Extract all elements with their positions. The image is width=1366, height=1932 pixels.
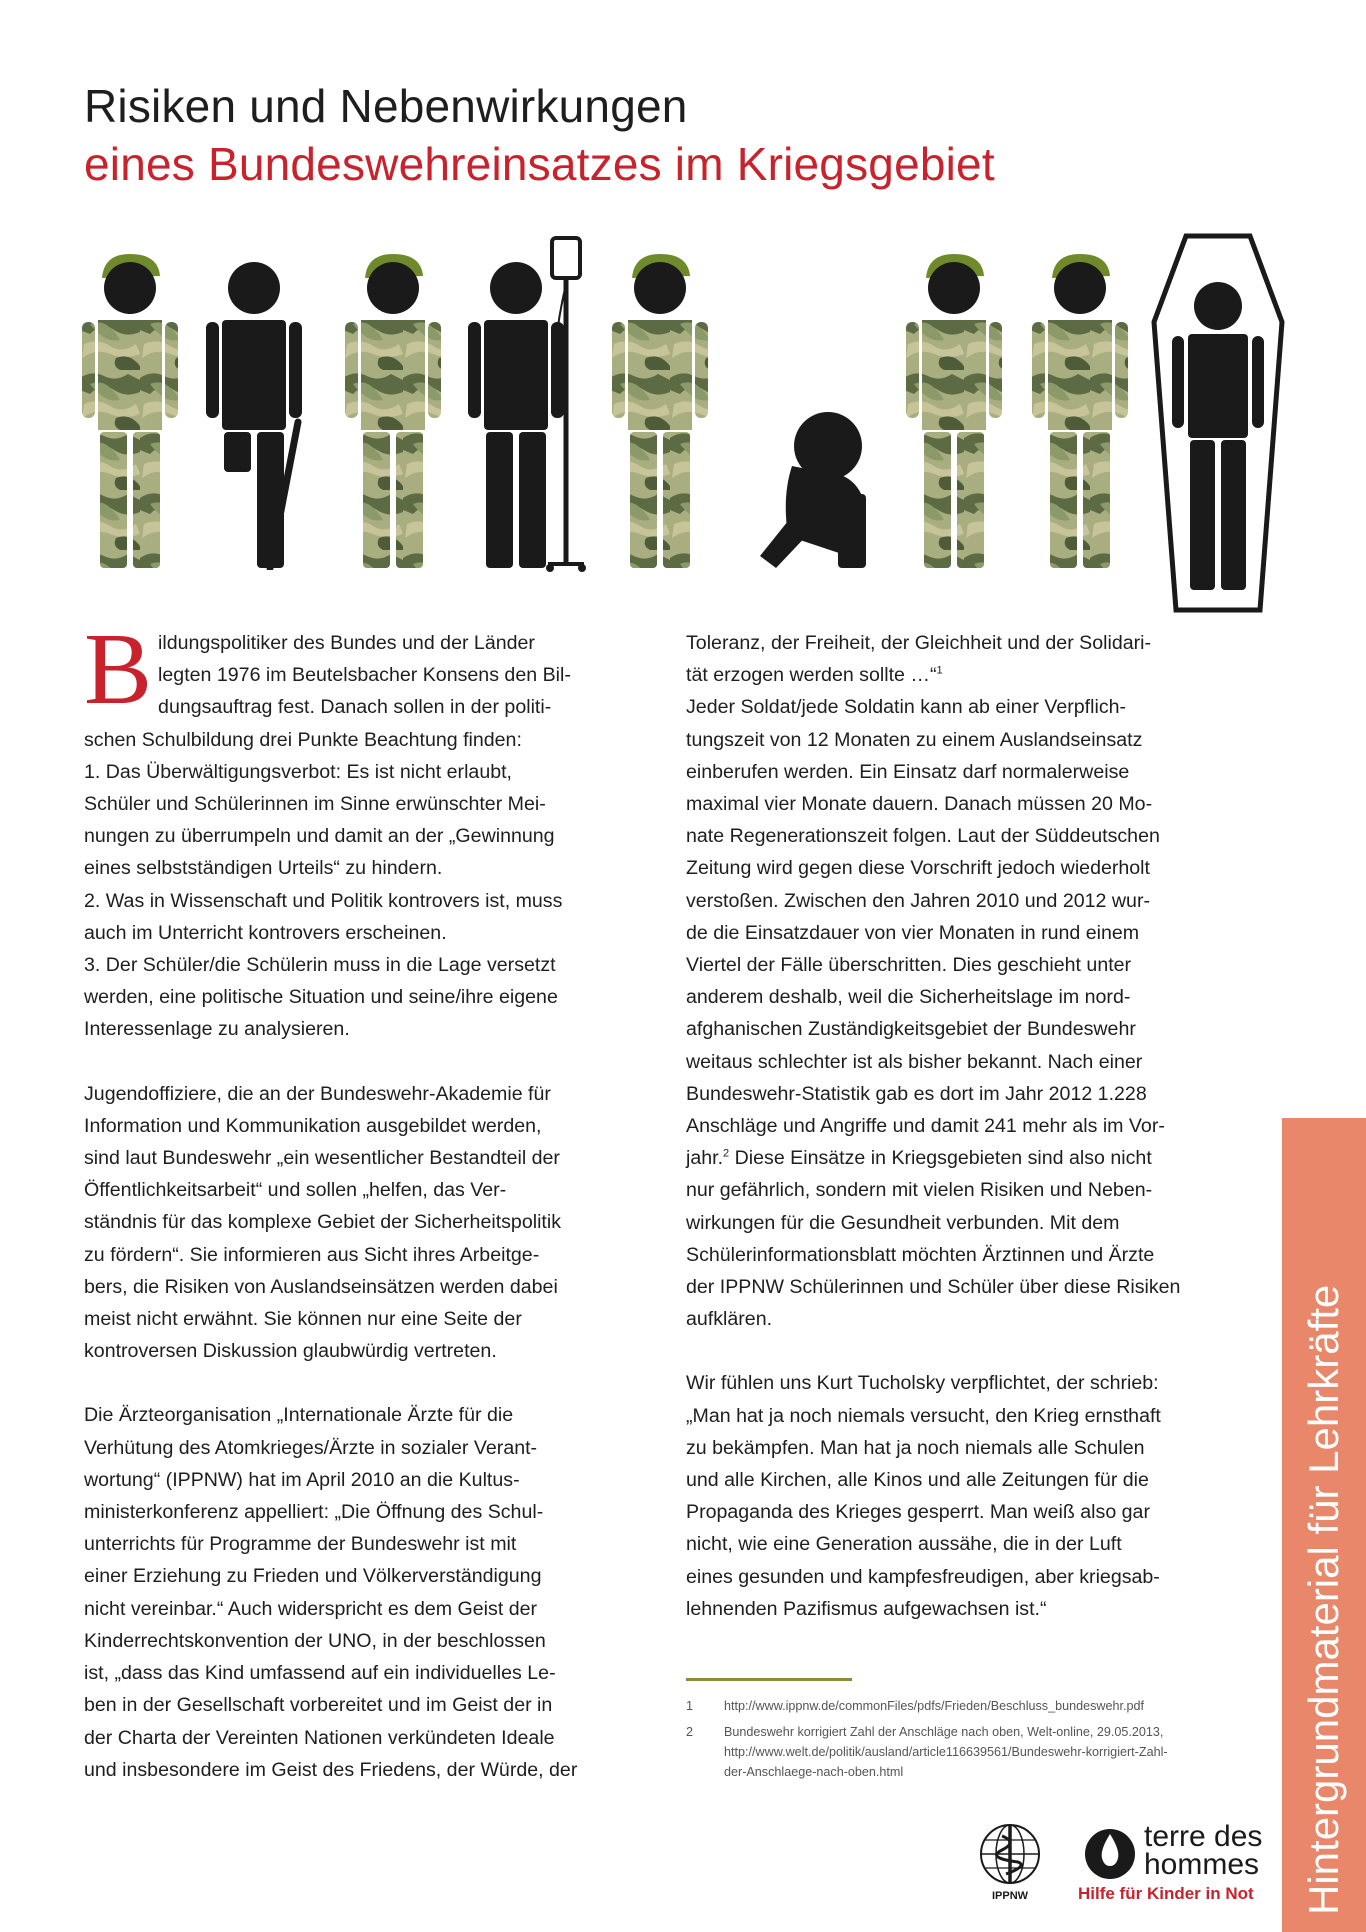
text-line: Schüler und Schülerinnen im Sinne erwünschter Mei- bbox=[84, 793, 546, 816]
text-line: Viertel der Fälle überschritten. Dies geschieht unter bbox=[686, 954, 1132, 977]
tdh-name-line1: terre des bbox=[1144, 1820, 1263, 1853]
text-line: legten 1976 im Beutelsbacher Konsens den Bil- bbox=[158, 664, 571, 687]
text-line: Öffentlichkeitsarbeit“ und sollen „helfen, das Ver- bbox=[84, 1179, 507, 1202]
text-line: nur gefährlich, sondern mit vielen Risiken und Neben- bbox=[686, 1179, 1153, 1202]
text-line: weitaus schlechter ist als bisher bekannt. Nach einer bbox=[686, 1050, 1143, 1073]
text-line: Information und Kommunikation ausgebildet werden, bbox=[84, 1114, 542, 1137]
text-line: maximal vier Monate dauern. Danach müssen 20 Mo- bbox=[686, 793, 1153, 816]
text-line: ständnis für das komplexe Gebiet der Sicherheitspolitik bbox=[84, 1211, 562, 1234]
text-line: nungen zu überrumpeln und damit an der „Gewinnung bbox=[84, 825, 555, 848]
tucholsky-paragraph bbox=[686, 1367, 1286, 1625]
text-line: sind laut Bundeswehr „ein wesentlicher Bestandteil der bbox=[84, 1147, 560, 1170]
sidebar-label: Hintergrundmaterial für Lehrkräfte bbox=[1300, 1284, 1347, 1915]
soldier-camouflage-icon bbox=[80, 250, 180, 570]
text-line: tungszeit von 12 Monaten zu einem Auslandseinsatz bbox=[686, 728, 1143, 751]
text-line: einer Erziehung zu Frieden und Völkerverständigung bbox=[84, 1565, 542, 1588]
text-line: unterrichts für Programme der Bundeswehr ist mit bbox=[84, 1533, 517, 1556]
text-line: lehnenden Pazifismus aufgewachsen ist.“ bbox=[686, 1597, 1047, 1620]
text-line: meist nicht erwähnt. Sie können nur eine Seite der bbox=[84, 1308, 522, 1331]
crouching-person-icon bbox=[752, 406, 892, 572]
text-line: ben in der Gesellschaft vorbereitet und im Geist der in bbox=[84, 1694, 553, 1717]
text-line: nicht, wie eine Generation aussähe, die in der Luft bbox=[686, 1533, 1122, 1556]
soldier-camouflage-icon bbox=[1030, 250, 1130, 570]
footnote-text bbox=[724, 1722, 1168, 1782]
text-segment: Diese Einsätze in Kriegsgebieten sind also nicht bbox=[729, 1147, 1152, 1170]
text-line: eines selbstständigen Urteils“ zu hindern. bbox=[84, 857, 443, 880]
text-line: Bundeswehr-Statistik gab es dort im Jahr 2012 1.228 bbox=[686, 1082, 1147, 1105]
text-line bbox=[686, 1142, 1286, 1174]
text-line: werden, eine politische Situation und seine/ihre eigene bbox=[84, 986, 558, 1009]
ippnw-globe-staff-icon bbox=[978, 1822, 1042, 1888]
text-line: der Charta der Vereinten Nationen verkündeten Ideale bbox=[84, 1726, 555, 1749]
text-line: nicht vereinbar.“ Auch widerspricht es dem Geist der bbox=[84, 1597, 538, 1620]
right-column bbox=[686, 627, 1286, 1625]
text-line: afghanischen Zuständigkeitsgebiet der Bundeswehr bbox=[686, 1018, 1136, 1041]
text-line: Kinderrechtskonvention der UNO, in der beschlossen bbox=[84, 1629, 546, 1652]
text-line: einberufen werden. Ein Einsatz darf normalerweise bbox=[686, 760, 1130, 783]
footnote-ref[interactable]: 2 bbox=[723, 1147, 730, 1160]
ippnw-paragraph bbox=[84, 1399, 664, 1785]
tdh-logo bbox=[1078, 1822, 1278, 1902]
footnote-number: 2 bbox=[686, 1725, 694, 1739]
footnote-link[interactable]: http://www.ippnw.de/commonFiles/pdfs/Frieden/Beschluss_bundeswehr.pdf bbox=[724, 1699, 1145, 1713]
text-line: auch im Unterricht kontrovers erscheinen. bbox=[84, 921, 447, 944]
text-line: Toleranz, der Freiheit, der Gleichheit und der Solidari- bbox=[686, 632, 1152, 654]
text-line: ist, „dass das Kind umfassend auf ein individuelles Le- bbox=[84, 1662, 556, 1685]
tdh-tagline: Hilfe für Kinder in Not bbox=[1078, 1884, 1254, 1903]
text-line: 1. Das Überwältigungsverbot: Es ist nicht erlaubt, bbox=[84, 760, 513, 783]
page-subtitle: eines Bundeswehreinsatzes im Kriegsgebiet bbox=[84, 138, 995, 190]
text-segment: jahr. bbox=[686, 1147, 724, 1170]
soldier-camouflage-icon bbox=[904, 250, 1004, 570]
text-line: wortung“ (IPPNW) hat im April 2010 an die Kultus- bbox=[84, 1468, 520, 1491]
figures-illustration bbox=[0, 220, 1366, 640]
text-line: Zeitung wird gegen diese Vorschrift jedoch wiederholt bbox=[686, 857, 1150, 880]
text-line: „Man hat ja noch niemals versucht, den Krieg ernsthaft bbox=[686, 1404, 1161, 1427]
text-line: dungsauftrag fest. Danach sollen in der politi- bbox=[158, 696, 552, 719]
text-line bbox=[686, 659, 1286, 691]
text-line: aufklären. bbox=[686, 1308, 773, 1331]
text-line: Wir fühlen uns Kurt Tucholsky verpflichtet, der schrieb: bbox=[686, 1372, 1159, 1395]
text-line: Verhütung des Atomkrieges/Ärzte in sozialer Verant- bbox=[84, 1436, 538, 1459]
footnotes bbox=[686, 1696, 1286, 1782]
drop-cap: B bbox=[84, 613, 153, 726]
footnote-number: 1 bbox=[686, 1699, 694, 1713]
soldier-camouflage-icon bbox=[343, 250, 443, 570]
footnote-link[interactable]: http://www.welt.de/politik/ausland/article116639561/Bundeswehr-korrigiert-Zahl- bbox=[724, 1745, 1168, 1759]
patient-with-iv-drip-icon bbox=[466, 234, 596, 574]
text-line: und insbesondere im Geist des Friedens, der Würde, der bbox=[84, 1758, 578, 1781]
text-line: 3. Der Schüler/die Schülerin muss in die Lage versetzt bbox=[84, 954, 556, 977]
text-line: wirkungen für die Gesundheit verbunden. Mit dem bbox=[686, 1211, 1120, 1234]
footnote-line: Bundeswehr korrigiert Zahl der Anschläge nach oben, Welt-online, 29.05.2013, bbox=[724, 1725, 1164, 1739]
auslandseinsatz-paragraph bbox=[686, 691, 1286, 1335]
text-line: nate Regenerationszeit folgen. Laut der Süddeutschen bbox=[686, 825, 1160, 848]
text-line: de die Einsatzdauer von vier Monaten in rund einem bbox=[686, 921, 1140, 944]
text-line: verstoßen. Zwischen den Jahren 2010 und 2012 wur- bbox=[686, 889, 1150, 912]
soldier-camouflage-icon bbox=[610, 250, 710, 570]
footnote-1 bbox=[686, 1696, 1286, 1716]
text-line: kontroversen Diskussion glaubwürdig vertreten. bbox=[84, 1340, 497, 1363]
text-line: ildungspolitiker des Bundes und der Länder bbox=[158, 632, 535, 654]
text-line: schen Schulbildung drei Punkte Beachtung finden: bbox=[84, 728, 522, 751]
text-segment: tät erzogen werden sollte …“ bbox=[686, 664, 937, 687]
footnote-link[interactable]: der-Anschlaege-nach-oben.html bbox=[724, 1765, 904, 1779]
page-title: Risiken und Nebenwirkungen bbox=[84, 80, 688, 132]
footnote-ref[interactable]: 1 bbox=[936, 664, 943, 677]
footnote-2 bbox=[686, 1722, 1286, 1782]
text-line: Die Ärzteorganisation „Internationale Ärzte für die bbox=[84, 1404, 514, 1427]
left-column bbox=[84, 613, 664, 1786]
tdh-name-line2: hommes bbox=[1144, 1848, 1260, 1881]
text-line: zu fördern“. Sie informieren aus Sicht ihres Arbeitge- bbox=[84, 1243, 540, 1266]
jugendoffiziere-paragraph bbox=[84, 1078, 664, 1368]
continued-quote-paragraph bbox=[686, 627, 1286, 691]
text-line: Jugendoffiziere, die an der Bundeswehr-Akademie für bbox=[84, 1082, 551, 1105]
footnote-divider bbox=[686, 1678, 852, 1681]
text-line: bers, die Risiken von Auslandseinsätzen werden dabei bbox=[84, 1275, 558, 1298]
text-line: zu bekämpfen. Man hat ja noch niemals alle Schulen bbox=[686, 1436, 1145, 1459]
text-line: der IPPNW Schülerinnen und Schüler über diese Risiken bbox=[686, 1276, 1181, 1299]
tdh-drop-icon bbox=[1082, 1824, 1138, 1880]
ippnw-logo bbox=[978, 1822, 1042, 1912]
text-line: Propaganda des Krieges gesperrt. Man weiß also gar bbox=[686, 1501, 1150, 1524]
text-line: anderem deshalb, weil die Sicherheitslage im nord- bbox=[686, 986, 1131, 1009]
text-line: Schülerinformationsblatt möchten Ärztinnen und Ärzte bbox=[686, 1243, 1155, 1266]
intro-paragraph bbox=[84, 613, 664, 1046]
text-line: Anschläge und Angriffe und damit 241 mehr als im Vor- bbox=[686, 1115, 1165, 1138]
text-line: ministerkonferenz appelliert: „Die Öffnung des Schul- bbox=[84, 1501, 544, 1524]
person-in-coffin-icon bbox=[1150, 232, 1286, 614]
amputee-with-cane-icon bbox=[204, 250, 314, 570]
text-line: und alle Kirchen, alle Kinos und alle Zeitungen für die bbox=[686, 1469, 1149, 1492]
ippnw-label: IPPNW bbox=[991, 1890, 1029, 1902]
text-line: Jeder Soldat/jede Soldatin kann ab einer Verpflich- bbox=[686, 696, 1127, 719]
text-line: 2. Was in Wissenschaft und Politik kontrovers ist, muss bbox=[84, 889, 563, 912]
text-line: Interessenlage zu analysieren. bbox=[84, 1018, 350, 1041]
text-line: eines gesunden und kampfesfreudigen, aber kriegsab- bbox=[686, 1565, 1160, 1588]
